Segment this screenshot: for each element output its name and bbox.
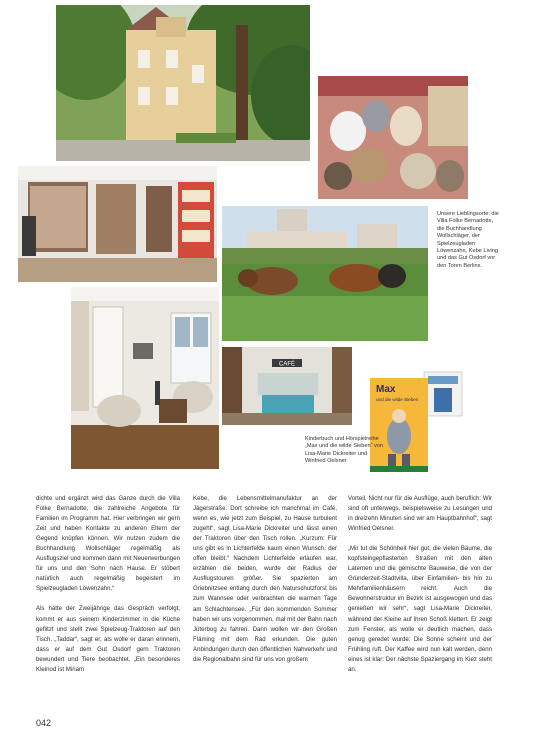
book-title-sub: und die wilde Sieben [376,397,419,402]
text-column-1 [36,494,180,675]
paragraph: Vorteil. Nicht nur für die Ausflüge, auch beruflich: Wir sind oft unterwegs, beispielsweise zu Lesungen und in dreizehn Minuten sind wir am Hauptbahnhof“, sagt Winfried Oelsner. [348,495,492,533]
paragraph: dichte und ergänzt wird das Ganze durch die Villa Folke Bernadotte, die zahlreiche Angebote für Familien im Programm hat. Hier verbringen wir gern Zeit und haben Kontakte zu anderen Eltern der Gegend knüpfen können. Wir nutzen zudem die Buchhandlung Wollschläger regelmäßig als Ausflugsziel und kommen dann mit Neuerwerbungen für uns und den Sohn nach Hause. Er stöbert natürlich auch regelmäßig begeistert im Spielzeugladen Löwenzahn.“ [36,495,180,593]
photo-gut-osdorf [222,206,428,341]
text-column-3 [348,494,492,675]
caption-favorites: Unsere Lieblingsorte: die Villa Folke Bernadotte, die Buchhandlung Wollschläger, der Spielzeugladen Löwenzahn, Kebe Living und das Gut Osdorf vor den Toren Berlins. [437,211,499,269]
page-number: 042 [36,718,52,728]
paragraph: „Mir tut die Schönheit hier gut, die vielen Bäume, die kopfsteingepflasterten Straßen mit den alten Laternen und die gemischte Bauweise, die von der Gründerzeit-Stadtvilla, über Einfamilien- bis hin zu Mehrfamilienhäusern reicht. Auch die Bewohnerstruktur im Bezirk ist ausgewogen und das genießen wir sehr“, sagt Lisa-Marie Dickreiter, während der Kleine auf ihren Schoß klettert. Er zeigt zum Fenster, als wolle er deutlich machen, dass genug geredet wurde: Die Sonne scheint und der Frühling ruft. Der Kaffee wird nun kalt werden, denn eines ist klar: Der nächste Spaziergang im Kiez steht an. [348,545,492,673]
paragraph: Als hätte der Zweijährige das Gespräch verfolgt, kommt er aus seinem Kinderzimmer in die Küche geflitzt und stellt zwei Spielzeug-Traktoren auf den Tisch. „Taddar“, sagt er, als wolle er daran erinnern, dass er auf dem Gut Osdorf gern Traktoren bewundert und Tiere beobachtet. „Ein besonderes Kleinod ist Miriam [36,605,180,673]
photo-kebe-living [222,347,352,425]
photo-villa-interior [71,287,219,469]
book-title-max: Max [376,384,396,395]
photo-bookshop [18,166,217,282]
caption-book: Kinderbuch und Hörspielreihe „Max und die wilde Sieben“ von Lisa-Marie Dickreiter und Winfried Oelsner [305,436,384,465]
photo-toy-shop [318,76,468,199]
photo-villa [56,5,310,161]
paragraph: Kebe, die Lebensmittelmanufaktur an der Jägerstraße. Dort schreibe ich manchmal im Café, wenn es, wie jetzt zum Beispiel, zu Hause turbulent zugeht“, sagt Lisa-Marie Dickreiter und lässt einen der Traktoren über den Tisch rollen. „Kurzum: Für uns gibt es in Lichterfelde kaum einen Wunsch, der offen bleibt.“ Nachdem Lichterfelde erlaufen war, erzählen die beiden, wurde der Radius der Ausflugstouren größer. Sie spazierten am Griebnitzsee entlang durch den Naturschutzforst bis zum Wannsee oder verbrachten die warmen Tage am Schlachtensee. „Für den kommenden Sommer haben wir uns vorgenommen, mal mit der Bahn nach Jüterbog zu fahren. Dann wollen wir den Großen Fläming mit dem Rad erkunden. Die guten Anbindungen durch den öffentlichen Nahverkehr und die Regionalbahn sind für uns von großem [193,495,337,663]
text-column-2 [193,494,337,665]
cafe-sign: CAFÉ [278,361,296,368]
